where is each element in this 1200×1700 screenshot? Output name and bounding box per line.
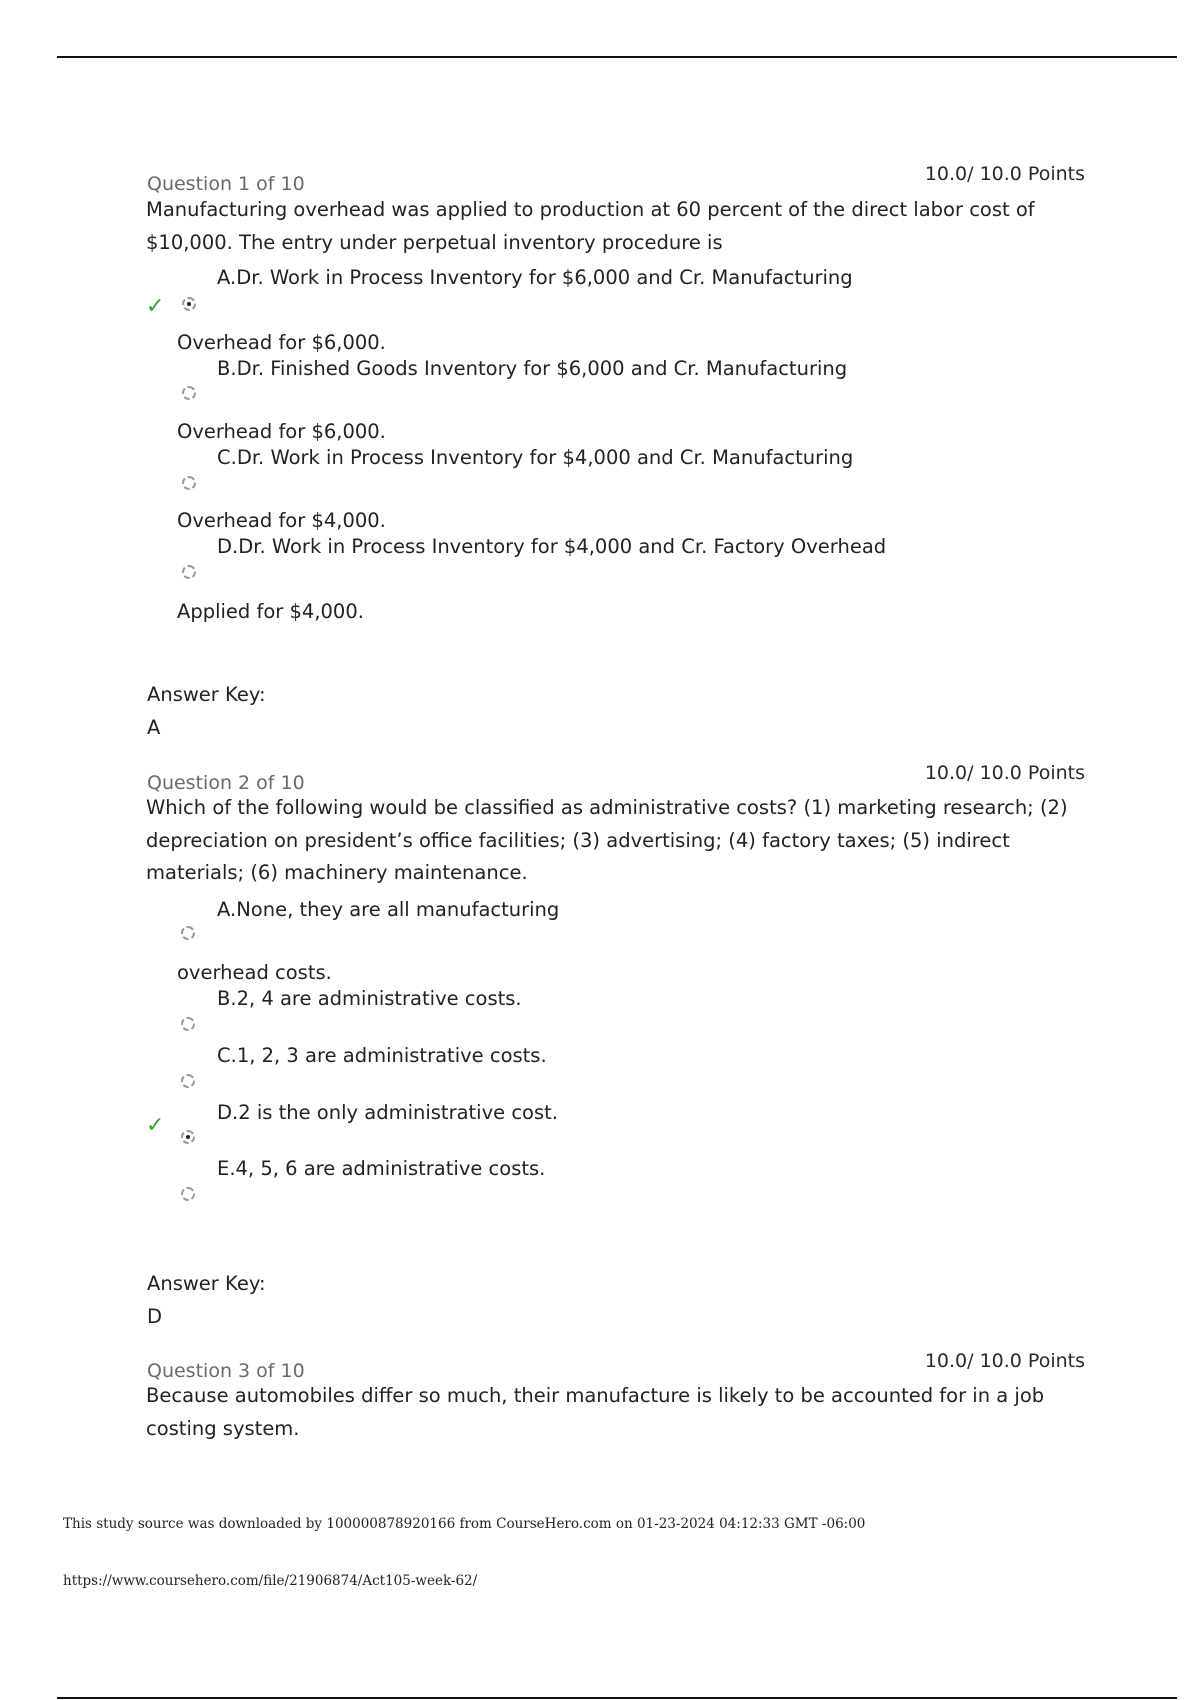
q1-option-a-label[interactable]: A.Dr. Work in Process Inventory for $6,000 and Cr. Manufacturing bbox=[217, 266, 853, 289]
q1-option-d-label-cont: Applied for $4,000. bbox=[177, 600, 364, 623]
question-number: Question 1 of 10 bbox=[147, 173, 305, 195]
question-points: 10.0/ 10.0 Points bbox=[924, 762, 1085, 784]
q1-option-c-radio[interactable] bbox=[182, 476, 196, 490]
question-points: 10.0/ 10.0 Points bbox=[924, 1350, 1085, 1372]
q1-option-a-radio[interactable] bbox=[182, 297, 196, 311]
check-mark-icon: ✓ bbox=[146, 294, 165, 319]
q2-option-e-label[interactable]: E.4, 5, 6 are administrative costs. bbox=[217, 1157, 546, 1180]
q2-option-b-radio[interactable] bbox=[181, 1017, 195, 1031]
question-1-header bbox=[147, 163, 1085, 195]
source-url: https://www.coursehero.com/file/21906874/Act105-week-62/ bbox=[63, 1573, 478, 1589]
answer-key-label: Answer Key: bbox=[147, 1272, 266, 1295]
question-number: Question 2 of 10 bbox=[147, 772, 305, 794]
q2-option-a-radio[interactable] bbox=[181, 926, 195, 940]
question-3-text: Because automobiles differ so much, their manufacture is likely to be accounted for in a job costing system. bbox=[146, 1384, 1045, 1440]
q2-option-c-radio[interactable] bbox=[181, 1074, 195, 1088]
question-number: Question 3 of 10 bbox=[147, 1360, 305, 1382]
q2-option-d-label[interactable]: D.2 is the only administrative cost. bbox=[217, 1101, 558, 1124]
q2-option-b-label[interactable]: B.2, 4 are administrative costs. bbox=[217, 987, 522, 1010]
question-points: 10.0/ 10.0 Points bbox=[924, 163, 1085, 185]
answer-key-value: A bbox=[147, 716, 161, 739]
q1-option-b-label[interactable]: B.Dr. Finished Goods Inventory for $6,000 and Cr. Manufacturing bbox=[217, 357, 848, 380]
q2-option-e-radio[interactable] bbox=[181, 1187, 195, 1201]
q1-option-c-label[interactable]: C.Dr. Work in Process Inventory for $4,000 and Cr. Manufacturing bbox=[217, 446, 854, 469]
q2-option-c-label[interactable]: C.1, 2, 3 are administrative costs. bbox=[217, 1044, 547, 1067]
answer-key-label: Answer Key: bbox=[147, 683, 266, 706]
q1-option-c-label-cont: Overhead for $4,000. bbox=[177, 509, 386, 532]
q2-option-a-label[interactable]: A.None, they are all manufacturing bbox=[217, 898, 560, 921]
check-mark-icon: ✓ bbox=[146, 1113, 165, 1138]
question-2-header bbox=[147, 762, 1085, 794]
q2-option-a-label-cont: overhead costs. bbox=[177, 961, 332, 984]
bottom-divider bbox=[57, 1697, 1177, 1699]
top-divider bbox=[57, 56, 1177, 58]
question-1-text: Manufacturing overhead was applied to production at 60 percent of the direct labor cost of $10,000. The entry under perpetual inventory procedure is bbox=[146, 198, 1035, 254]
download-source-note: This study source was downloaded by 100000878920166 from CourseHero.com on 01-23-2024 04:12:33 GMT -06:00 bbox=[63, 1516, 866, 1532]
q1-option-b-radio[interactable] bbox=[182, 386, 196, 400]
q1-option-b-label-cont: Overhead for $6,000. bbox=[177, 420, 386, 443]
q1-option-d-label[interactable]: D.Dr. Work in Process Inventory for $4,000 and Cr. Factory Overhead bbox=[217, 535, 887, 558]
q1-option-a-label-cont: Overhead for $6,000. bbox=[177, 331, 386, 354]
question-2-text: Which of the following would be classified as administrative costs? (1) marketing research; (2) depreciation on president’s office facilities; (3) advertising; (4) factory taxes; (5) indirect materials; (6) machinery maintenance. bbox=[146, 796, 1068, 884]
q2-option-d-radio[interactable] bbox=[181, 1130, 195, 1144]
q1-option-d-radio[interactable] bbox=[182, 565, 196, 579]
answer-key-value: D bbox=[147, 1305, 163, 1328]
question-3-header bbox=[147, 1350, 1085, 1382]
